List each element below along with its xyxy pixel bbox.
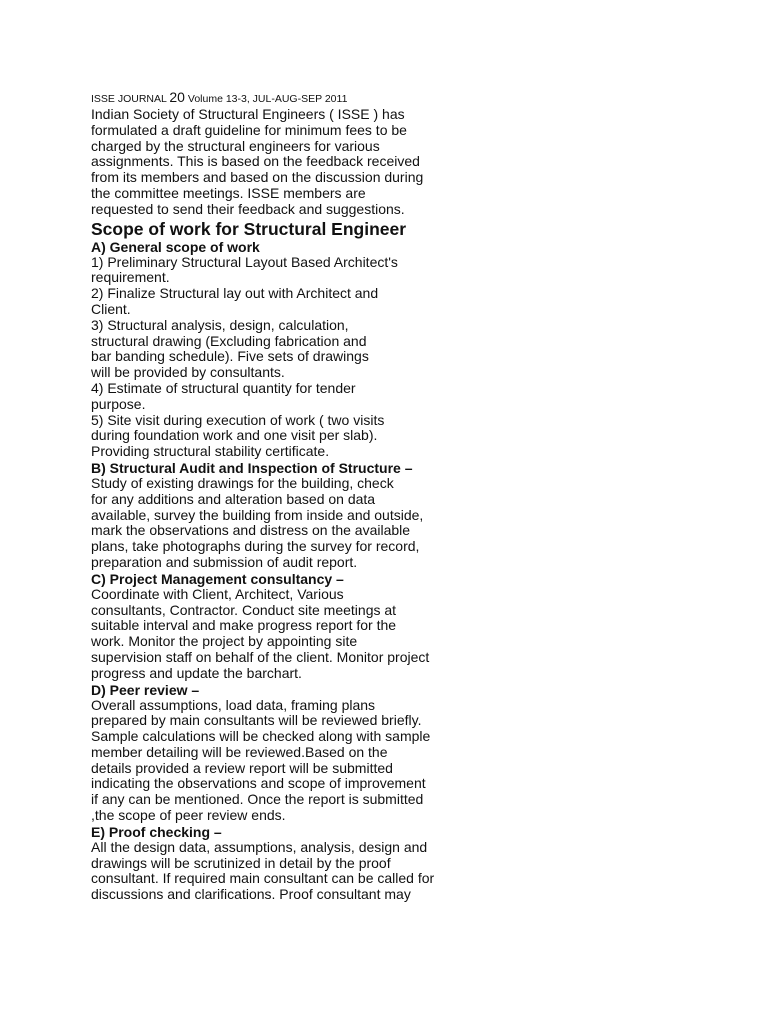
section-line: 5) Site visit during execution of work ( two visits [91,411,385,428]
intro-line: from its members and based on the discussion during [91,169,424,186]
section-line: prepared by main consultants will be reviewed briefly. [91,712,422,729]
intro-line: the committee meetings. ISSE members are [91,184,366,201]
section-line: mark the observations and distress on the available [91,522,411,539]
section-line: will be provided by consultants. [91,364,285,381]
section-line: bar banding schedule). Five sets of drawings [91,348,369,365]
intro-line: charged by the structural engineers for various [91,137,380,154]
section-line: Study of existing drawings for the building, check [91,474,394,491]
section-line: All the design data, assumptions, analysis, design and [91,838,428,855]
section-line: suitable interval and make progress report for the [91,617,397,634]
section-line: Sample calculations will be checked along with sample [91,728,431,745]
intro-line: Indian Society of Structural Engineers ( ISSE ) has [91,106,405,122]
section-line: requirement. [91,269,170,286]
section-line: 1) Preliminary Structural Layout Based Architect's [91,253,398,270]
section-line: if any can be mentioned. Once the report is submitted [91,791,424,808]
scope-title: Scope of work for Structural Engineer [91,218,407,239]
article-content [91,90,441,903]
section-line: preparation and submission of audit report. [91,553,358,570]
section-heading-proof-checking: E) Proof checking – [91,823,222,840]
intro-line: requested to send their feedback and suggestions. [91,200,405,217]
section-line: for any additions and alteration based on data [91,490,376,507]
section-line: progress and update the barchart. [91,664,302,681]
journal-name: ISSE JOURNAL [91,93,167,105]
section-body-general-scope [91,255,441,460]
section-line: consultant. If required main consultant can be called for [91,870,435,887]
section-body-peer-review [91,698,441,824]
section-line: work. Monitor the project by appointing site [91,633,358,650]
journal-volume: Volume 13-3, JUL-AUG-SEP 2011 [187,93,348,105]
journal-number: 20 [169,89,185,105]
section-line: available, survey the building from inside and outside, [91,506,424,523]
section-line: Overall assumptions, load data, framing plans [91,696,376,713]
section-line: discussions and clarifications. Proof consultant may [91,886,411,903]
intro-line: formulated a draft guideline for minimum fees to be [91,121,407,138]
journal-header [91,90,441,107]
section-heading-peer-review: D) Peer review – [91,681,200,698]
section-heading-general-scope: A) General scope of work [91,238,260,255]
section-line: Coordinate with Client, Architect, Various [91,585,344,602]
section-body-structural-audit [91,476,441,571]
section-line: member detailing will be reviewed.Based on the [91,743,388,760]
section-line: 2) Finalize Structural lay out with Architect and [91,285,379,302]
section-line: indicating the observations and scope of improvement [91,775,426,792]
section-line: during foundation work and one visit per slab). [91,427,378,444]
section-line: Client. [91,300,131,317]
section-line: supervision staff on behalf of the client. Monitor project [91,648,430,665]
section-heading-structural-audit: B) Structural Audit and Inspection of Structure – [91,459,413,476]
section-line: consultants, Contractor. Conduct site meetings at [91,601,397,618]
section-line: drawings will be scrutinized in detail by the proof [91,854,391,871]
section-line: 3) Structural analysis, design, calculation, [91,316,349,333]
section-heading-project-management: C) Project Management consultancy – [91,570,344,587]
section-line: Providing structural stability certificate. [91,443,330,460]
section-line: plans, take photographs during the survey for record, [91,538,420,555]
intro-line: assignments. This is based on the feedback received [91,153,420,170]
section-line: details provided a review report will be submitted [91,759,393,776]
section-line: purpose. [91,395,146,412]
section-line: ,the scope of peer review ends. [91,807,286,824]
section-line: structural drawing (Excluding fabrication and [91,332,367,349]
section-body-proof-checking [91,840,441,903]
section-body-project-management [91,587,441,682]
intro-paragraph [91,107,441,218]
section-line: 4) Estimate of structural quantity for tender [91,379,356,396]
